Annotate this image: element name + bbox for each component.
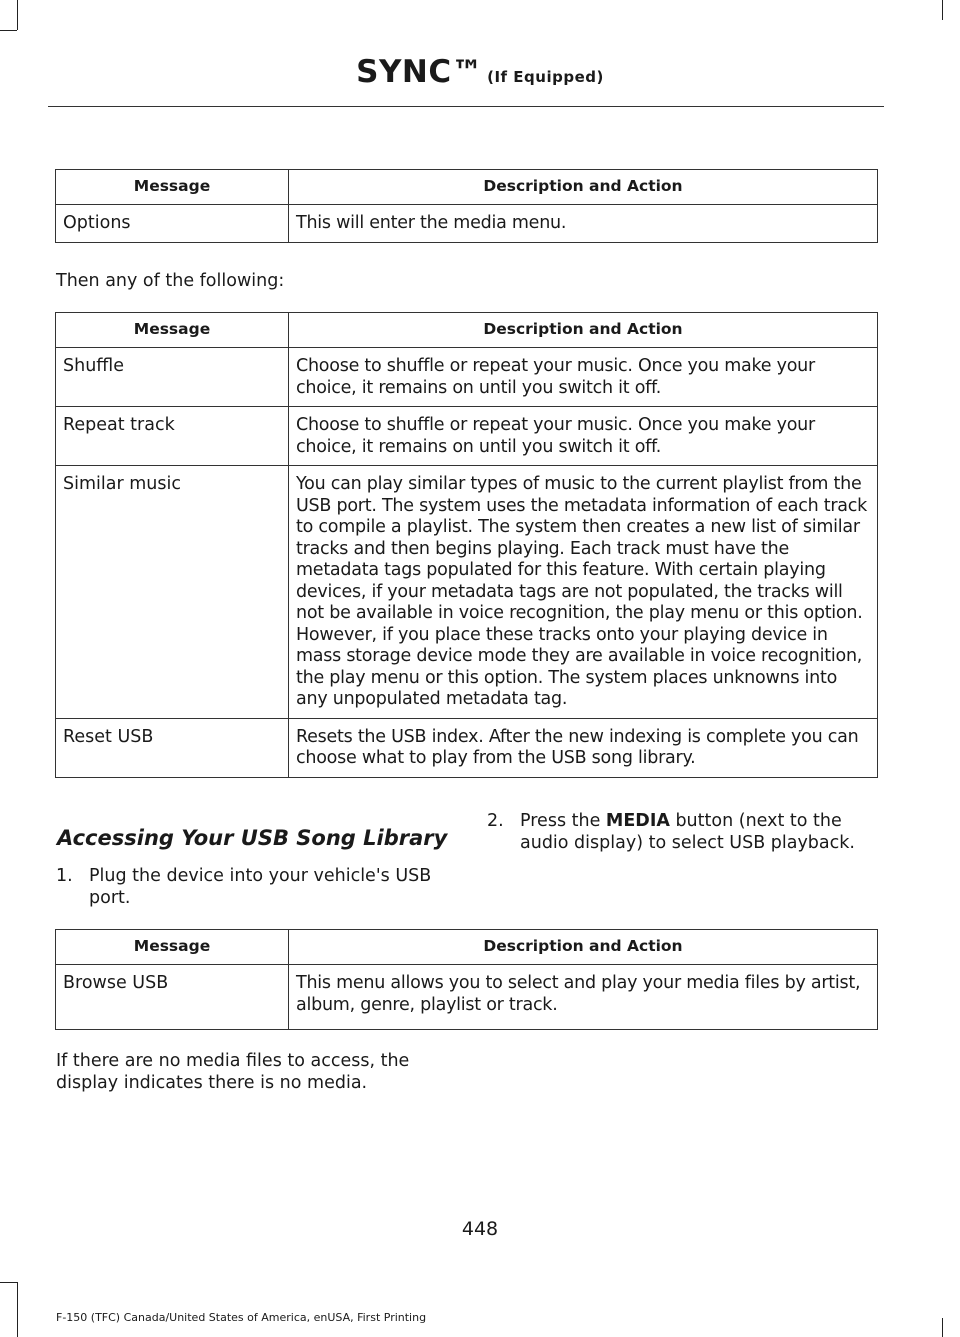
column-header-description: Description and Action xyxy=(289,313,878,348)
message-cell: Shuffle xyxy=(56,348,289,407)
step-number: 1. xyxy=(56,866,73,886)
column-header-description: Description and Action xyxy=(289,170,878,205)
header-divider xyxy=(48,106,884,107)
table-row xyxy=(56,348,878,407)
intro-text: Then any of the following: xyxy=(56,271,285,291)
media-button-label: MEDIA xyxy=(605,811,670,831)
table-row xyxy=(56,205,878,243)
table-row xyxy=(56,407,878,466)
playback-options-table xyxy=(55,312,878,778)
column-header-description: Description and Action xyxy=(289,930,878,965)
message-cell: Options xyxy=(56,205,289,243)
crop-mark xyxy=(17,1282,18,1337)
table-row xyxy=(56,718,878,777)
crop-mark xyxy=(0,1282,17,1283)
column-header-message: Message xyxy=(56,170,289,205)
column-header-message: Message xyxy=(56,930,289,965)
message-cell: Similar music xyxy=(56,466,289,719)
step-text: Press the xyxy=(520,811,601,831)
closing-text: If there are no media files to access, the display indicates there is no media. xyxy=(56,1051,410,1093)
footer-text: F-150 (TFC) Canada/United States of America, enUSA, First Printing xyxy=(56,1311,427,1324)
step-text: button (next to the audio display) to select USB playback. xyxy=(520,811,855,853)
browse-table xyxy=(55,929,878,1030)
crop-mark xyxy=(0,30,17,31)
description-cell: Choose to shuffle or repeat your music. Once you make your choice, it remains on until you switch it off. xyxy=(289,407,878,466)
crop-mark xyxy=(942,0,943,20)
message-cell: Browse USB xyxy=(56,965,289,1030)
description-cell: Choose to shuffle or repeat your music. Once you make your choice, it remains on until you switch it off. xyxy=(289,348,878,407)
description-cell: This menu allows you to select and play your media files by artist, album, genre, playlist or track. xyxy=(289,965,878,1030)
header-subtitle: (If Equipped) xyxy=(487,68,604,86)
header-title: SYNC™ xyxy=(356,54,484,90)
column-header-message: Message xyxy=(56,313,289,348)
crop-mark xyxy=(17,0,18,30)
options-table xyxy=(55,169,878,243)
message-cell: Reset USB xyxy=(56,718,289,777)
message-cell: Repeat track xyxy=(56,407,289,466)
table-row xyxy=(56,466,878,719)
table-row xyxy=(56,965,878,1030)
step-number: 2. xyxy=(487,811,504,831)
crop-mark xyxy=(942,1318,943,1337)
description-cell: This will enter the media menu. xyxy=(289,205,878,243)
description-cell: Resets the USB index. After the new indexing is complete you can choose what to play from the USB song library. xyxy=(289,718,878,777)
page-number: 448 xyxy=(461,1218,499,1240)
page-header xyxy=(0,54,960,90)
section-heading: Accessing Your USB Song Library xyxy=(57,826,448,850)
description-cell: You can play similar types of music to the current playlist from the USB port. The system uses the metadata information of each track to compile a playlist. The system then creates a new list of similar tracks and then begins playing. Each track must have the metadata tags populated for this feature. With certain playing devices, if your metadata tags are not populated, the tracks will not be available in voice recognition, the play menu or this option. However, if you place these tracks onto your playing device in mass storage device mode they are available in voice recognition, the play menu or this option. The system places unknowns into any unpopulated metadata tag. xyxy=(289,466,878,719)
step-text: Plug the device into your vehicle's USB port. xyxy=(89,866,432,908)
